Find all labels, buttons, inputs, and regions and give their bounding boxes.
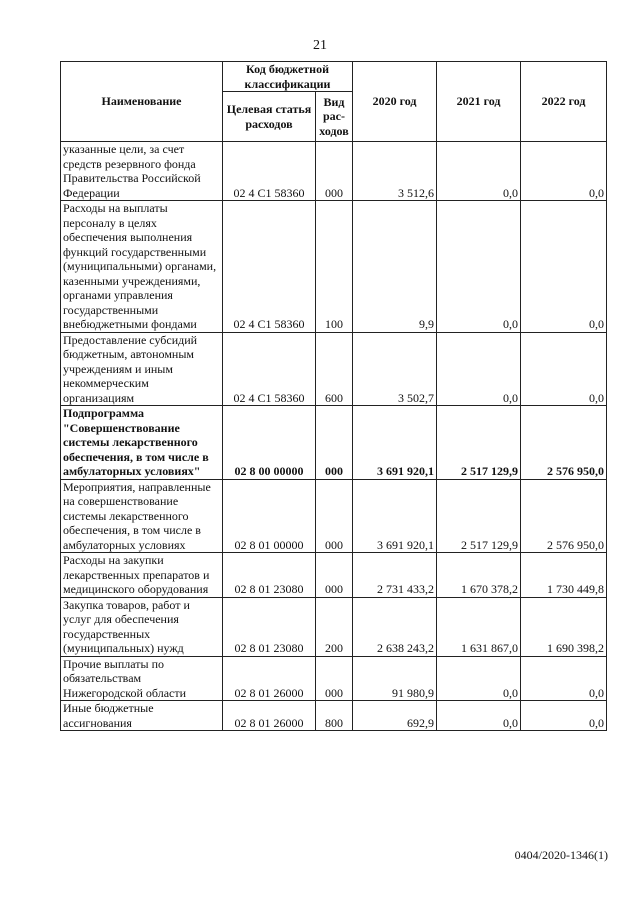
cell-target-article: 02 8 01 26000 <box>223 656 316 701</box>
header-target-article: Целевая статья расходов <box>223 92 316 142</box>
cell-target-article: 02 4 C1 58360 <box>223 142 316 201</box>
cell-2020: 9,9 <box>353 201 437 333</box>
cell-2021: 2 517 129,9 <box>437 479 521 553</box>
cell-2020: 3 512,6 <box>353 142 437 201</box>
cell-expense-kind: 000 <box>316 406 353 480</box>
cell-name: указанные цели, за счет средств резервного фонда Правительства Российской Федерации <box>61 142 223 201</box>
cell-target-article: 02 8 01 23080 <box>223 597 316 656</box>
cell-2020: 3 691 920,1 <box>353 406 437 480</box>
cell-expense-kind: 600 <box>316 332 353 406</box>
cell-name: Мероприятия, направленные на совершенствование системы лекарственного обеспечения, в том числе в амбулаторных условиях <box>61 479 223 553</box>
cell-2021: 0,0 <box>437 142 521 201</box>
cell-2020: 3 502,7 <box>353 332 437 406</box>
cell-2021: 0,0 <box>437 656 521 701</box>
cell-2022: 0,0 <box>521 332 607 406</box>
table-row <box>61 479 607 553</box>
budget-table <box>60 61 607 731</box>
cell-2020: 91 980,9 <box>353 656 437 701</box>
cell-expense-kind: 000 <box>316 479 353 553</box>
table-row <box>61 553 607 598</box>
cell-2021: 0,0 <box>437 201 521 333</box>
cell-2020: 2 731 433,2 <box>353 553 437 598</box>
cell-2021: 0,0 <box>437 332 521 406</box>
cell-name: Иные бюджетные ассигнования <box>61 701 223 731</box>
cell-expense-kind: 000 <box>316 553 353 598</box>
cell-2022: 0,0 <box>521 656 607 701</box>
header-expense-kind: Вид рас-ходов <box>316 92 353 142</box>
cell-2022: 0,0 <box>521 142 607 201</box>
cell-target-article: 02 8 01 26000 <box>223 701 316 731</box>
table-row <box>61 406 607 480</box>
cell-name: Предоставление субсидий бюджетным, автономным учреждениям и иным некоммерческим организациям <box>61 332 223 406</box>
cell-expense-kind: 000 <box>316 142 353 201</box>
cell-2022: 0,0 <box>521 201 607 333</box>
cell-2021: 0,0 <box>437 701 521 731</box>
cell-2022: 0,0 <box>521 701 607 731</box>
cell-2020: 3 691 920,1 <box>353 479 437 553</box>
cell-name: Расходы на выплаты персоналу в целях обеспечения выполнения функций государственными (муниципальными) органами, казенными учреждениями, органами управления государственными внебюджетными фондами <box>61 201 223 333</box>
cell-2022: 2 576 950,0 <box>521 479 607 553</box>
cell-2022: 1 730 449,8 <box>521 553 607 598</box>
header-2020: 2020 год <box>353 62 437 142</box>
header-2022: 2022 год <box>521 62 607 142</box>
cell-name: Расходы на закупки лекарственных препаратов и медицинского оборудования <box>61 553 223 598</box>
cell-name: Прочие выплаты по обязательствам Нижегородской области <box>61 656 223 701</box>
table-row <box>61 201 607 333</box>
cell-2021: 2 517 129,9 <box>437 406 521 480</box>
document-code: 0404/2020-1346(1) <box>514 848 608 862</box>
cell-2021: 1 670 378,2 <box>437 553 521 598</box>
cell-target-article: 02 8 00 00000 <box>223 406 316 480</box>
table-row <box>61 597 607 656</box>
table-row <box>61 332 607 406</box>
header-2021: 2021 год <box>437 62 521 142</box>
table-row <box>61 656 607 701</box>
table-body <box>61 142 607 731</box>
cell-expense-kind: 100 <box>316 201 353 333</box>
cell-target-article: 02 8 01 23080 <box>223 553 316 598</box>
cell-2022: 1 690 398,2 <box>521 597 607 656</box>
cell-target-article: 02 4 C1 58360 <box>223 201 316 333</box>
cell-2020: 2 638 243,2 <box>353 597 437 656</box>
cell-expense-kind: 800 <box>316 701 353 731</box>
table-row <box>61 701 607 731</box>
cell-name: Закупка товаров, работ и услуг для обеспечения государственных (муниципальных) нужд <box>61 597 223 656</box>
cell-target-article: 02 4 C1 58360 <box>223 332 316 406</box>
cell-name: Подпрограмма "Совершенствование системы лекарственного обеспечения, в том числе в амбулаторных условиях" <box>61 406 223 480</box>
cell-2022: 2 576 950,0 <box>521 406 607 480</box>
cell-2021: 1 631 867,0 <box>437 597 521 656</box>
page-number: 21 <box>313 38 327 53</box>
cell-2020: 692,9 <box>353 701 437 731</box>
cell-target-article: 02 8 01 00000 <box>223 479 316 553</box>
cell-expense-kind: 200 <box>316 597 353 656</box>
cell-expense-kind: 000 <box>316 656 353 701</box>
table-row <box>61 142 607 201</box>
header-classification: Код бюджетной классификации <box>223 62 353 92</box>
header-name: Наименование <box>61 62 223 142</box>
